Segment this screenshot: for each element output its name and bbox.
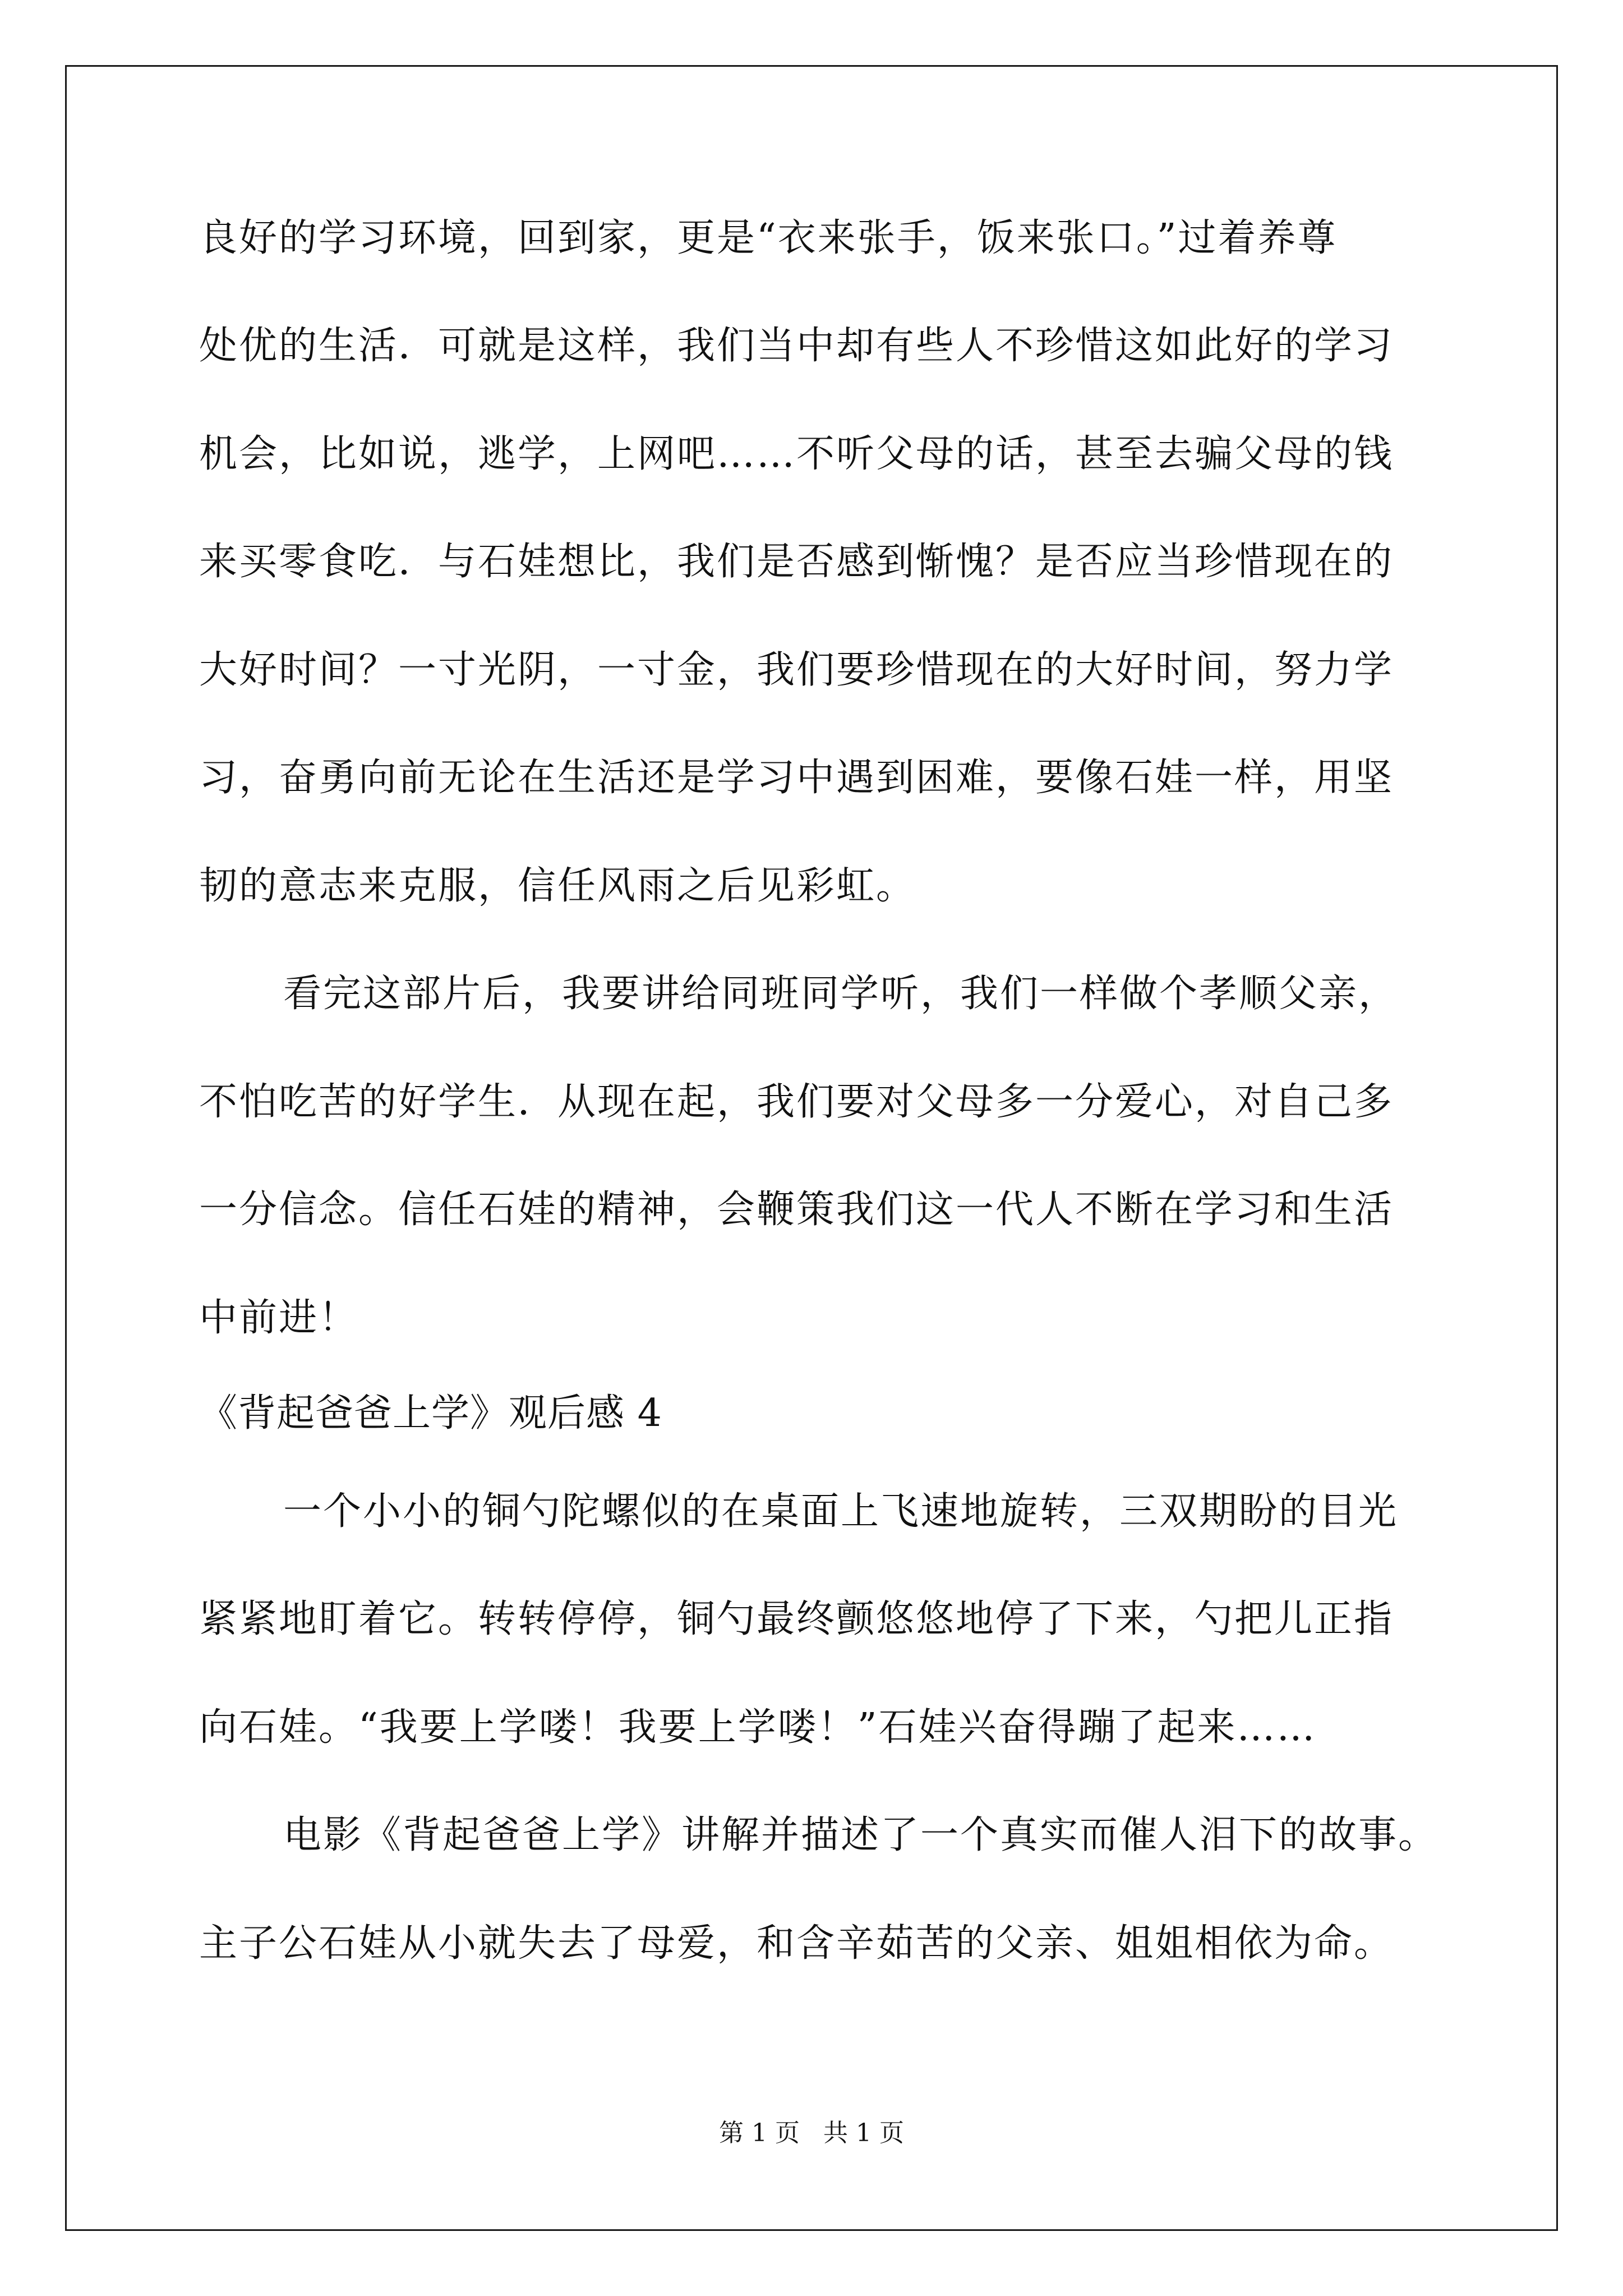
- paragraph-line: 韧的意志来克服，信任风雨之后见彩虹。: [199, 864, 916, 908]
- paragraph-line: 大好时间？一寸光阴，一寸金，我们要珍惜现在的大好时间，努力学: [199, 648, 1394, 692]
- paragraph-line: 向石娃。“我要上学喽！我要上学喽！”石娃兴奋得蹦了起来……: [199, 1705, 1317, 1750]
- paragraph-line: 紧紧地盯着它。转转停停，铜勺最终颤悠悠地停了下来，勺把儿正指: [199, 1597, 1394, 1641]
- paragraph-line: 习，奋勇向前无论在生活还是学习中遇到困难，要像石娃一样，用坚: [199, 756, 1394, 800]
- paragraph-line: 电影《背起爸爸上学》讲解并描述了一个真实而催人泪下的故事。: [283, 1813, 1438, 1857]
- paragraph-line: 一分信念。信任石娃的精神，会鞭策我们这一代人不断在学习和生活: [199, 1188, 1394, 1232]
- paragraph-line: 主子公石娃从小就失去了母爱，和含辛茹苦的父亲、姐姐相依为命。: [199, 1921, 1394, 1966]
- paragraph-line: 机会，比如说，逃学，上网吧……不听父母的话，甚至去骗父母的钱: [199, 432, 1394, 476]
- paragraph-line: 不怕吃苦的好学生．从现在起，我们要对父母多一分爱心，对自己多: [199, 1080, 1394, 1124]
- paragraph-line: 处优的生活．可就是这样，我们当中却有些人不珍惜这如此好的学习: [199, 324, 1394, 368]
- page-footer: 第 1 页 共 1 页: [719, 2119, 904, 2147]
- paragraph-line: 看完这部片后，我要讲给同班同学听，我们一样做个孝顺父亲，: [283, 972, 1399, 1016]
- paragraph-line: 来买零食吃．与石娃想比，我们是否感到惭愧？是否应当珍惜现在的: [199, 540, 1394, 584]
- paragraph-line: 中前进！: [199, 1296, 359, 1340]
- paragraph-line: 一个小小的铜勺陀螺似的在桌面上飞速地旋转，三双期盼的目光: [283, 1489, 1399, 1534]
- section-heading: 《背起爸爸上学》观后感 4: [199, 1391, 662, 1435]
- page-border: [65, 65, 1558, 2231]
- paragraph-line: 良好的学习环境，回到家，更是“衣来张手，饭来张口。”过着养尊: [199, 216, 1338, 260]
